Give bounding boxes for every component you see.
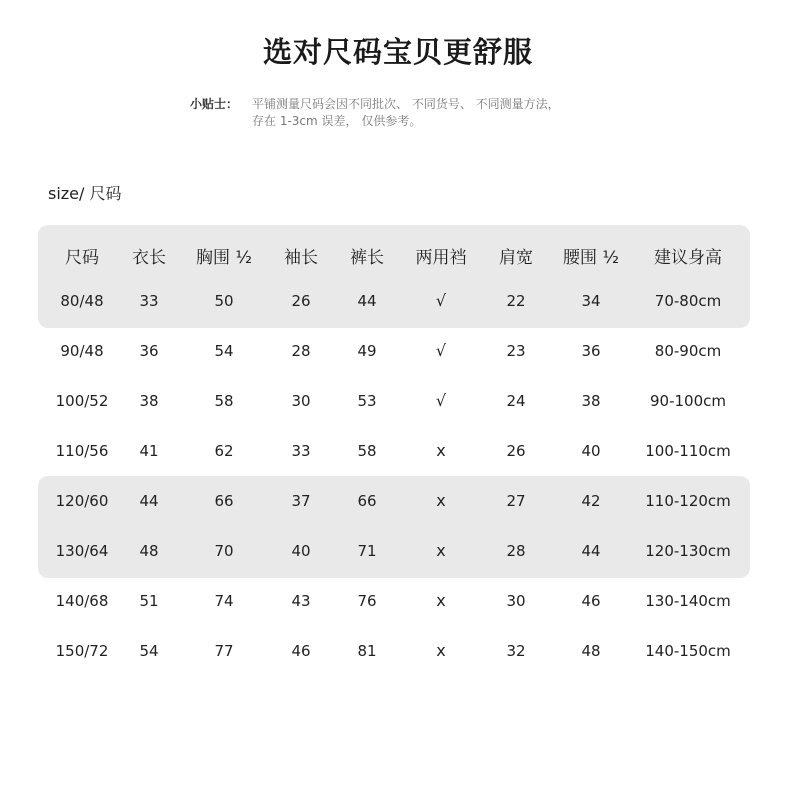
cell-pants-length: 58	[357, 442, 377, 460]
cell-half-chest: 58	[214, 392, 234, 410]
cell-top-length: 36	[139, 342, 159, 360]
cell-size: 80/48	[60, 292, 104, 310]
page-title: 选对尺码宝贝更舒服	[262, 35, 533, 69]
cell-half-chest: 66	[214, 492, 234, 510]
table-row	[0, 336, 796, 366]
header-cell-shoulder: 肩宽	[499, 248, 533, 268]
table-row	[0, 386, 796, 416]
cell-height: 90-100cm	[650, 392, 726, 410]
cell-dual-crotch: x	[436, 591, 446, 610]
header-cell-pants-length: 裤长	[350, 248, 384, 268]
cell-height: 130-140cm	[645, 592, 731, 610]
cell-half-chest: 62	[214, 442, 234, 460]
tip-line-2: 存在 1-3cm 误差， 仅供参考。	[252, 114, 422, 128]
cell-dual-crotch: √	[435, 341, 447, 360]
cell-half-waist: 40	[581, 442, 601, 460]
cell-height: 120-130cm	[645, 542, 731, 560]
cell-half-chest: 50	[214, 292, 234, 310]
cell-sleeve: 28	[291, 342, 311, 360]
cell-height: 80-90cm	[654, 342, 722, 360]
cell-pants-length: 76	[357, 592, 377, 610]
cell-size: 100/52	[55, 392, 109, 410]
cell-size: 90/48	[60, 342, 104, 360]
cell-height: 140-150cm	[645, 642, 731, 660]
size-caption: size/ 尺码	[48, 184, 122, 203]
cell-half-waist: 34	[581, 292, 601, 310]
cell-pants-length: 66	[357, 492, 377, 510]
cell-height: 100-110cm	[645, 442, 731, 460]
cell-half-chest: 74	[214, 592, 234, 610]
cell-sleeve: 37	[291, 492, 311, 510]
cell-dual-crotch: x	[436, 641, 446, 660]
cell-size: 130/64	[55, 542, 109, 560]
cell-dual-crotch: x	[436, 441, 446, 460]
cell-dual-crotch: x	[436, 541, 446, 560]
cell-size: 110/56	[55, 442, 109, 460]
cell-sleeve: 40	[291, 542, 311, 560]
table-row	[0, 286, 796, 316]
cell-top-length: 41	[139, 442, 159, 460]
cell-sleeve: 46	[291, 642, 311, 660]
cell-half-chest: 77	[214, 642, 234, 660]
cell-half-chest: 70	[214, 542, 234, 560]
header-cell-size: 尺码	[65, 248, 99, 268]
header-cell-half-waist: 腰围 ½	[563, 248, 619, 268]
cell-sleeve: 30	[291, 392, 311, 410]
header-cell-sleeve: 袖长	[284, 248, 318, 268]
cell-shoulder: 28	[506, 542, 526, 560]
cell-size: 150/72	[55, 642, 109, 660]
cell-size: 120/60	[55, 492, 109, 510]
cell-top-length: 48	[139, 542, 159, 560]
tip-label: 小贴士：	[190, 97, 239, 111]
cell-sleeve: 43	[291, 592, 311, 610]
cell-pants-length: 44	[357, 292, 377, 310]
cell-shoulder: 26	[506, 442, 526, 460]
cell-half-waist: 38	[581, 392, 601, 410]
table-header-row	[0, 243, 796, 273]
cell-sleeve: 33	[291, 442, 311, 460]
cell-half-waist: 42	[581, 492, 601, 510]
cell-top-length: 44	[139, 492, 159, 510]
cell-top-length: 54	[139, 642, 159, 660]
cell-sleeve: 26	[291, 292, 311, 310]
cell-shoulder: 24	[506, 392, 526, 410]
cell-height: 70-80cm	[654, 292, 722, 310]
cell-dual-crotch: x	[436, 491, 446, 510]
header-cell-top-length: 衣长	[132, 248, 166, 268]
cell-half-chest: 54	[214, 342, 234, 360]
cell-top-length: 38	[139, 392, 159, 410]
header-cell-half-chest: 胸围 ½	[196, 248, 252, 268]
table-row	[0, 636, 796, 666]
cell-dual-crotch: √	[435, 391, 447, 410]
cell-shoulder: 22	[506, 292, 526, 310]
cell-pants-length: 53	[357, 392, 377, 410]
cell-shoulder: 27	[506, 492, 526, 510]
cell-dual-crotch: √	[435, 291, 447, 310]
cell-half-waist: 36	[581, 342, 601, 360]
cell-top-length: 51	[139, 592, 159, 610]
cell-size: 140/68	[55, 592, 109, 610]
table-row	[0, 586, 796, 616]
header-cell-dual-crotch: 两用裆	[415, 248, 467, 268]
cell-half-waist: 48	[581, 642, 601, 660]
tip-line-1: 平铺测量尺码会因不同批次、 不同货号、 不同测量方法，	[252, 97, 560, 111]
cell-half-waist: 44	[581, 542, 601, 560]
cell-half-waist: 46	[581, 592, 601, 610]
cell-top-length: 33	[139, 292, 159, 310]
cell-height: 110-120cm	[645, 492, 731, 510]
table-row	[0, 536, 796, 566]
cell-pants-length: 81	[357, 642, 377, 660]
cell-shoulder: 32	[506, 642, 526, 660]
table-row	[0, 436, 796, 466]
cell-pants-length: 49	[357, 342, 377, 360]
cell-shoulder: 23	[506, 342, 526, 360]
header-cell-height: 建议身高	[654, 248, 722, 268]
cell-pants-length: 71	[357, 542, 377, 560]
cell-shoulder: 30	[506, 592, 526, 610]
table-row	[0, 486, 796, 516]
